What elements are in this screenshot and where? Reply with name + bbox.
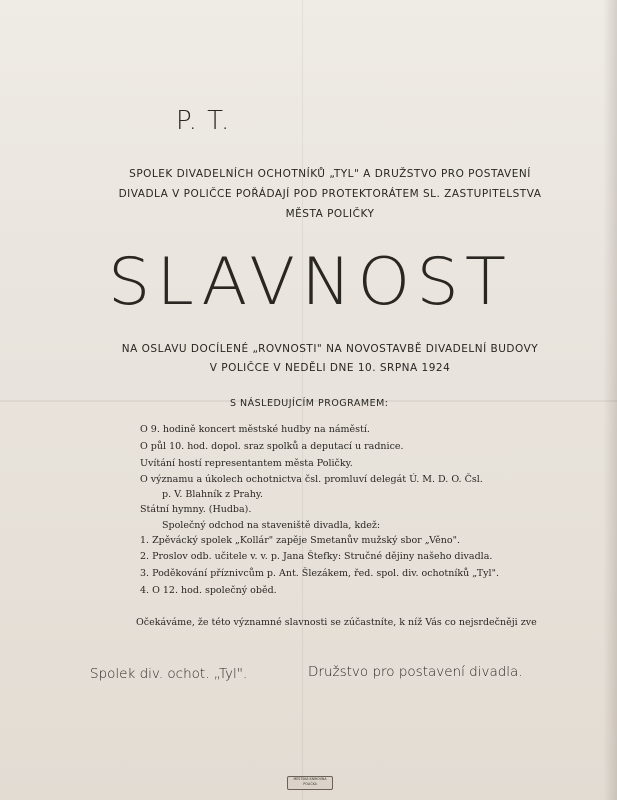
- subtitle-line-1: NA OSLAVU DOCÍLENÉ „ROVNOSTI" NA NOVOSTAVBĚ DIVADELNÍ BUDOVY: [121, 343, 539, 355]
- program-heading: S NÁSLEDUJÍCÍM PROGRAMEM:: [230, 398, 389, 409]
- salutation: P. T.: [176, 106, 231, 136]
- library-stamp: [287, 776, 333, 790]
- program-item: O půl 10. hod. dopol. sraz spolků a deputací u radnice.: [140, 441, 404, 452]
- intro-line-2: DIVADLA V POLIČCE POŘÁDAJÍ POD PROTEKTORÁTEM SL. ZASTUPITELSTVA: [118, 188, 542, 200]
- program-item: p. V. Blahník z Prahy.: [162, 489, 263, 500]
- signature-spolek: Spolek div. ochot. „Tyl".: [90, 666, 248, 682]
- program-item: Uvítání hostí representantem města Poličky.: [140, 458, 353, 469]
- subtitle-line-2: V POLIČCE V NEDĚLI DNE 10. SRPNA 1924: [209, 362, 451, 374]
- program-item: 2. Proslov odb. učitele v. v. p. Jana Štefky: Stručné dějiny našeho divadla.: [140, 551, 493, 562]
- program-item: 1. Zpěvácký spolek „Kollár" zapěje Smetanův mužský sbor „Věno".: [140, 535, 460, 546]
- program-item: Společný odchod na staveniště divadla, kdež:: [162, 520, 381, 531]
- paper-edge-shadow: [603, 0, 617, 800]
- stamp-line-2: POLIČKA: [303, 781, 317, 786]
- signature-druzstvo: Družstvo pro postavení divadla.: [308, 664, 523, 680]
- program-item: 4. O 12. hod. společný oběd.: [140, 585, 277, 596]
- program-item: O významu a úkolech ochotnictva čsl. promluví delegát Ú. M. D. O. Čsl.: [140, 474, 483, 485]
- closing-invitation: Očekáváme, že této významné slavnosti se zúčastníte, k níž Vás co nejsrdečněji zve: [136, 617, 537, 628]
- poster-title: SLAVNOST: [107, 245, 513, 320]
- program-item: Státní hymny. (Hudba).: [140, 504, 252, 515]
- intro-line-1: SPOLEK DIVADELNÍCH OCHOTNÍKŮ „TYL" A DRUŽSTVO PRO POSTAVENÍ: [129, 168, 531, 180]
- stamp-line-1: MĚSTSKÁ KNIHOVNA: [293, 777, 327, 781]
- program-item: O 9. hodině koncert městské hudby na náměstí.: [140, 424, 370, 435]
- program-item: 3. Poděkování příznivcům p. Ant. Šlezákem, řed. spol. div. ochotníků „Tyl".: [140, 568, 499, 579]
- intro-line-3: MĚSTA POLIČKY: [285, 208, 375, 220]
